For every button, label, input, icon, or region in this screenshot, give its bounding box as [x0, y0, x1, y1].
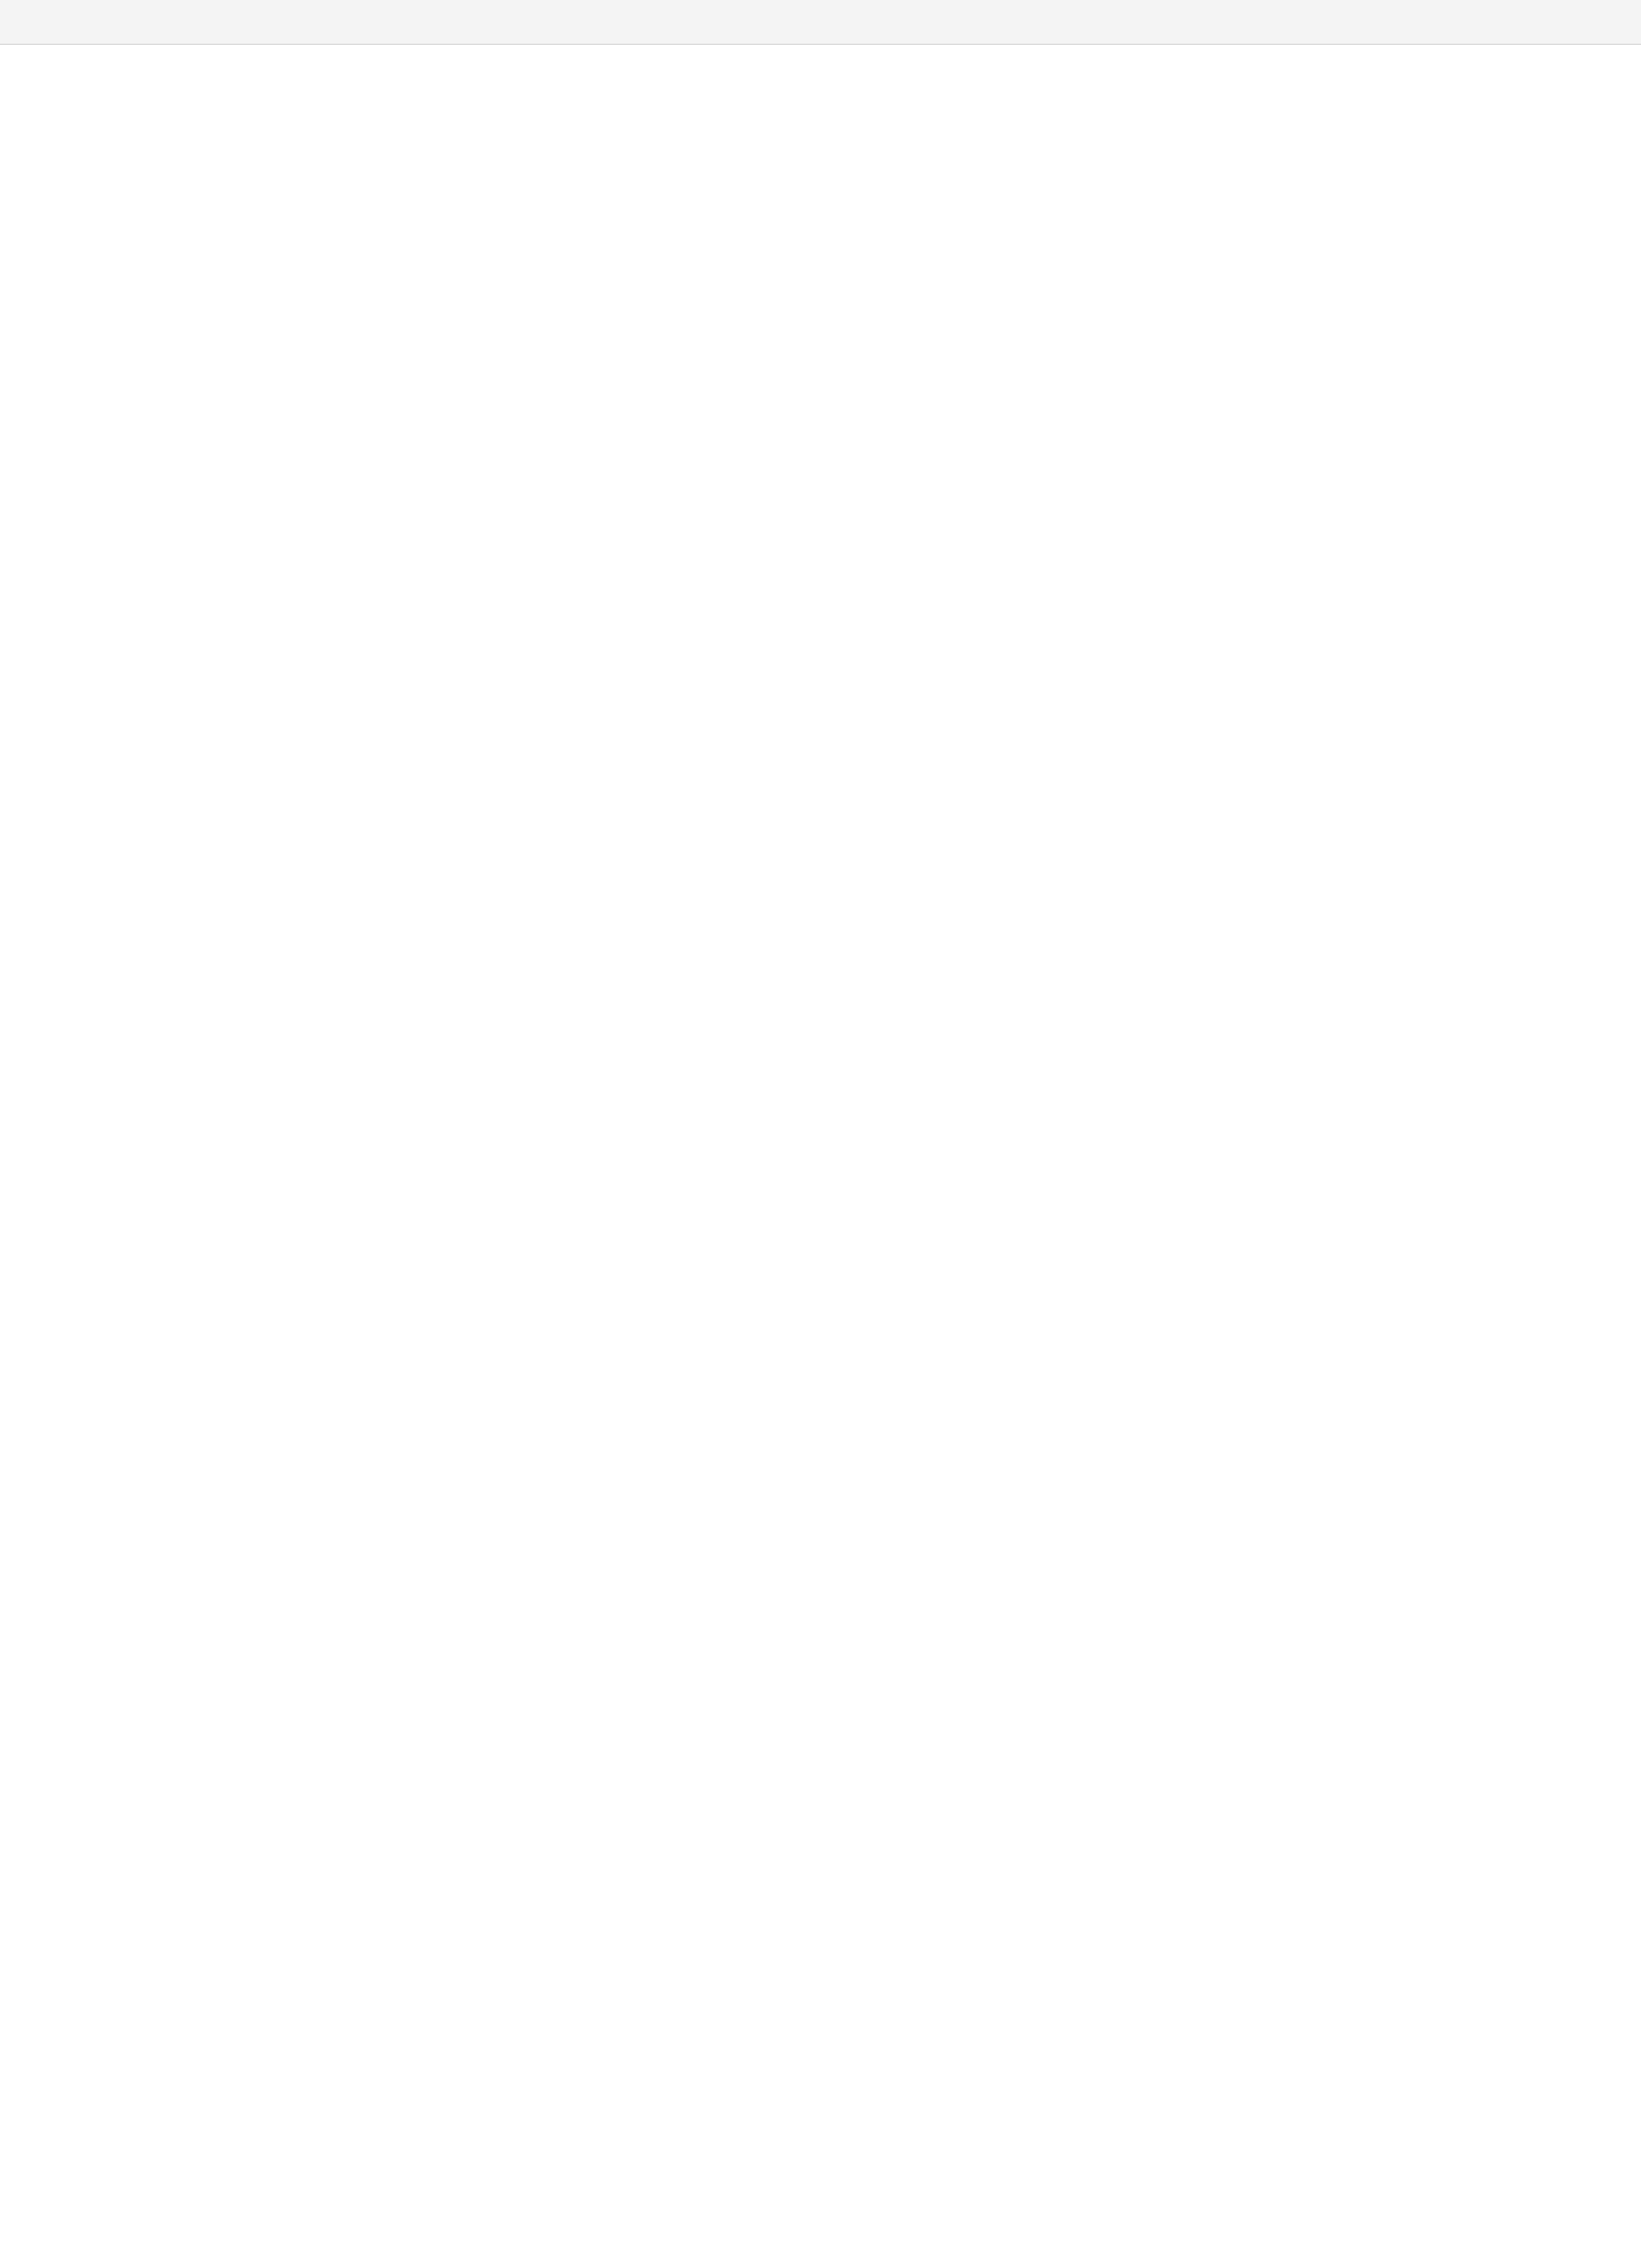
title-bar: [0, 0, 1641, 45]
main-content: [0, 45, 1641, 104]
